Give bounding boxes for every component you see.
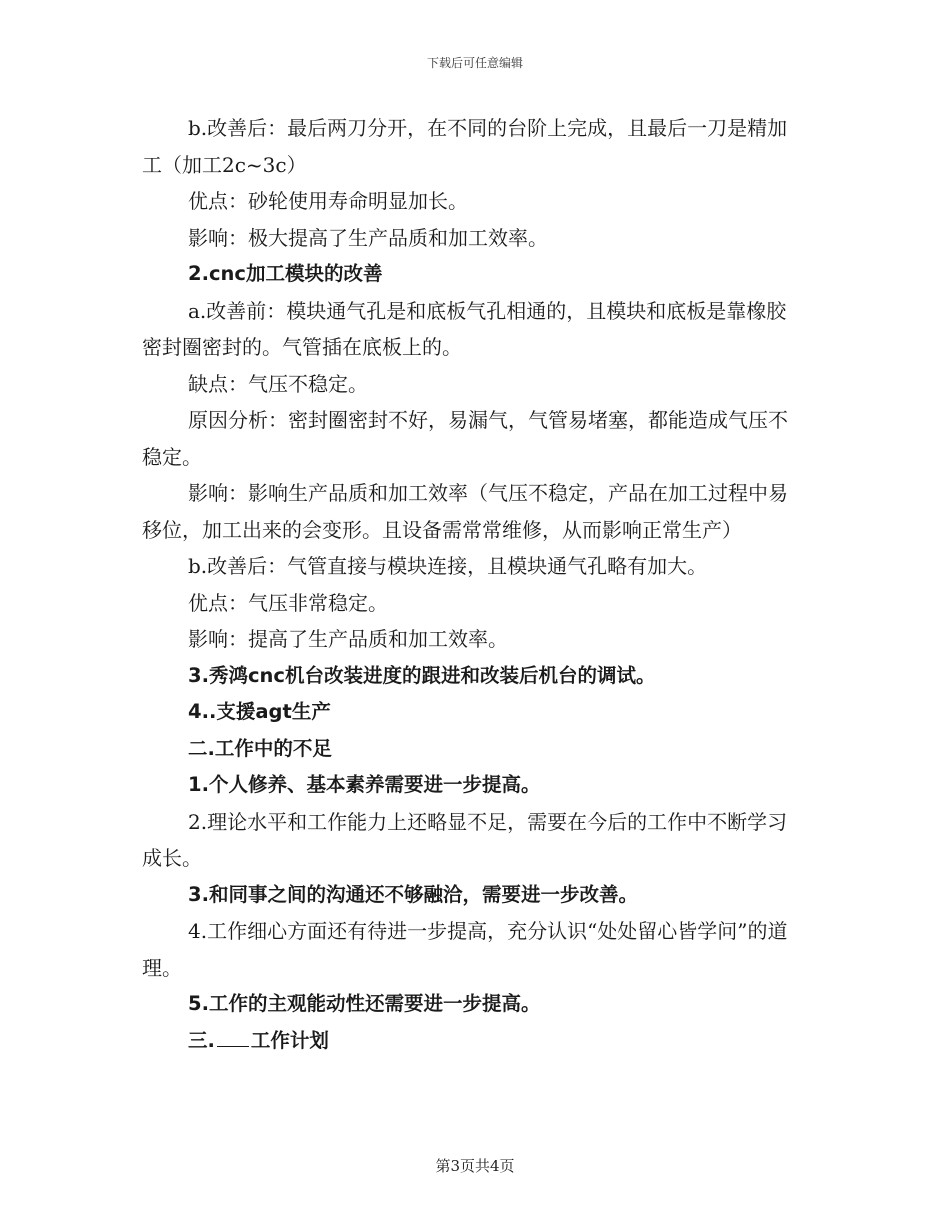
heading-work-plan-prefix: 三. <box>188 1028 215 1052</box>
heading-cnc-module: 2.cnc加工模块的改善 <box>188 262 383 285</box>
heading-shortcoming-1: 1.个人修养、基本素养需要进一步提高。 <box>188 773 541 796</box>
heading-work-plan <box>142 1023 802 1060</box>
blank-underline <box>217 1028 249 1047</box>
heading-xiuhong-cnc: 3.秀鸿cnc机台改装进度的跟进和改装后机台的调试。 <box>188 663 656 687</box>
paragraph-shortcoming-4: 4.工作细心方面还有待进一步提高，充分认识“处处留心皆学问”的道理。 <box>142 919 788 980</box>
paragraph-after-improvement-module: b.改善后：气管直接与模块连接，且模块通气孔略有加大。 <box>188 554 708 578</box>
paragraph-shortcoming-2: 2.理论水平和工作能力上还略显不足，需要在今后的工作中不断学习成长。 <box>142 809 788 870</box>
page-footer: 第3页共4页 <box>435 1157 515 1175</box>
heading-support-agt: 4..支援agt生产 <box>188 700 331 723</box>
document-body <box>142 110 802 1059</box>
heading-shortcoming-3: 3.和同事之间的沟通还不够融洽，需要进一步改善。 <box>188 882 638 906</box>
paragraph-before-improvement-module: a.改善前：模块通气孔是和底板气孔相通的，且模块和底板是靠橡胶密封圈密封的。气管插在底板上的。 <box>142 298 787 359</box>
paragraph-cause-analysis: 原因分析：密封圈密封不好，易漏气，气管易堵塞，都能造成气压不稳定。 <box>142 408 788 469</box>
paragraph-improvement-after-grinding: b.改善后：最后两刀分开，在不同的台阶上完成，且最后一刀是精加工（加工2c~3c） <box>142 116 788 177</box>
paragraph-advantage-grinding: 优点：砂轮使用寿命明显加长。 <box>188 189 468 213</box>
page-header: 下载后可任意编辑 <box>426 56 523 70</box>
paragraph-disadvantage-module: 缺点：气压不稳定。 <box>188 371 368 396</box>
heading-shortcoming-5: 5.工作的主观能动性还需要进一步提高。 <box>188 992 541 1015</box>
paragraph-impact-module-after: 影响：提高了生产品质和加工效率。 <box>188 627 508 651</box>
heading-work-plan-suffix: 工作计划 <box>250 1028 329 1052</box>
paragraph-advantage-module: 优点：气压非常稳定。 <box>188 590 388 615</box>
paragraph-impact-module-before: 影响：影响生产品质和加工效率（气压不稳定，产品在加工过程中易移位，加工出来的会变形。且设备需常常维修，从而影响正常生产） <box>142 481 788 542</box>
heading-shortcomings: 二.工作中的不足 <box>188 736 332 760</box>
paragraph-impact-grinding: 影响：极大提高了生产品质和加工效率。 <box>188 225 548 250</box>
